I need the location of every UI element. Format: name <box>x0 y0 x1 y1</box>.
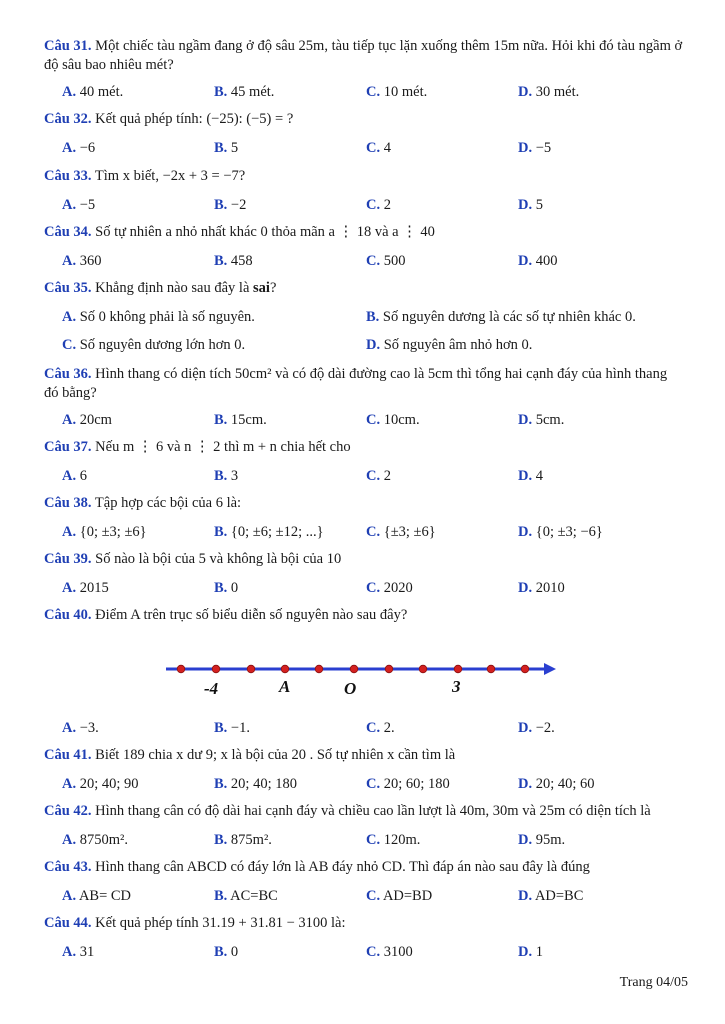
option-c[interactable]: C. 2 <box>366 468 391 484</box>
option-c[interactable]: C. 2 <box>366 197 391 213</box>
option-a[interactable]: A. 8750m². <box>62 832 128 848</box>
option-a[interactable]: A. 2015 <box>62 580 109 596</box>
tick-point <box>177 665 185 673</box>
option-a[interactable]: A. −5 <box>62 197 96 213</box>
question-33 <box>44 167 685 186</box>
option-d[interactable]: D. −5 <box>518 140 552 156</box>
option-c[interactable]: C. AD=BD <box>366 888 433 904</box>
question-text: Tập hợp các bội của 6 là: <box>94 495 242 511</box>
question-text: Kết quả phép tính 31.19 + 31.81 − 3100 là: <box>95 915 346 931</box>
option-c[interactable]: C. 10cm. <box>366 412 420 428</box>
label-three: 3 <box>452 677 461 696</box>
option-d[interactable]: D. 20; 40; 60 <box>518 776 595 792</box>
tick-point <box>212 665 220 673</box>
option-a[interactable]: A. −6 <box>62 140 96 156</box>
option-b[interactable]: B. 875m². <box>214 832 272 848</box>
option-b[interactable]: B. 458 <box>214 253 253 269</box>
option-a[interactable]: A. {0; ±3; ±6} <box>62 524 147 540</box>
option-c[interactable]: C. 500 <box>366 253 406 269</box>
question-43 <box>44 858 685 877</box>
option-b[interactable]: B. 20; 40; 180 <box>214 776 297 792</box>
question-number: Câu 31. <box>44 38 92 54</box>
option-a[interactable]: A. 360 <box>62 253 102 269</box>
option-c[interactable]: C. 10 mét. <box>366 84 428 100</box>
question-number: Câu 37. <box>44 439 92 455</box>
question-emphasis: sai <box>253 280 270 296</box>
tick-point <box>454 665 462 673</box>
option-d[interactable]: D. 5cm. <box>518 412 565 428</box>
options-row <box>0 138 725 158</box>
options-row <box>0 578 725 598</box>
option-c[interactable]: C. 2020 <box>366 580 413 596</box>
options-row <box>0 195 725 215</box>
option-b[interactable]: B. 45 mét. <box>214 84 275 100</box>
option-b[interactable]: B. 3 <box>214 468 239 484</box>
option-b[interactable]: B. 5 <box>214 140 239 156</box>
question-34 <box>44 223 685 242</box>
question-text: Tìm x biết, −2x + 3 = −7? <box>94 168 246 184</box>
tick-point <box>315 665 323 673</box>
option-b[interactable]: B. 15cm. <box>214 412 267 428</box>
question-number: Câu 40. <box>44 607 92 623</box>
question-text: Biết 189 chia x dư 9; x là bội của 20 . Số tự nhiên x cần tìm là <box>95 747 456 763</box>
question-35: Câu 35. Khẳng định nào sau đây là sai? <box>44 280 277 296</box>
question-44 <box>44 914 685 933</box>
option-b[interactable]: B. −1. <box>214 720 250 736</box>
option-c[interactable]: C. 4 <box>366 140 391 156</box>
tick-point <box>281 665 289 673</box>
option-b[interactable]: B. 0 <box>214 944 239 960</box>
question-text: Số nào là bội của 5 và không là bội của 10 <box>95 551 342 567</box>
option-c[interactable]: C. Số nguyên dương lớn hơn 0. <box>62 337 246 353</box>
option-c[interactable]: C. 2. <box>366 720 395 736</box>
question-text: Hình thang có diện tích 50cm² và có độ dài đường cao là 5cm thì tổng hai cạnh đáy của hình thang đó bằng? <box>44 366 668 401</box>
question-text: Hình thang cân ABCD có đáy lớn là AB đáy nhỏ CD. Thì đáp án nào sau đây là đúng <box>95 859 590 875</box>
option-b[interactable]: B. {0; ±6; ±12; ...} <box>214 524 324 540</box>
option-d[interactable]: D. 95m. <box>518 832 566 848</box>
options-row <box>0 82 725 102</box>
arrow-head-icon <box>544 663 556 675</box>
question-number: Câu 43. <box>44 859 92 875</box>
option-b[interactable]: B. 0 <box>214 580 239 596</box>
options-row <box>0 522 725 542</box>
option-d[interactable]: D. 30 mét. <box>518 84 580 100</box>
question-41 <box>44 746 685 765</box>
option-a[interactable]: A. Số 0 không phải là số nguyên. <box>62 309 255 325</box>
option-a[interactable]: A. 40 mét. <box>62 84 124 100</box>
label-origin: O <box>344 679 357 698</box>
option-a[interactable]: A. 20; 40; 90 <box>62 776 139 792</box>
options-row <box>0 830 725 850</box>
question-text: Hình thang cân có độ dài hai cạnh đáy và chiều cao lần lượt là 40m, 30m và 25m có diện tích là <box>95 803 651 819</box>
number-line-figure <box>160 655 570 700</box>
question-31 <box>44 37 685 75</box>
option-a[interactable]: A. 6 <box>62 468 87 484</box>
option-c[interactable]: C. 120m. <box>366 832 421 848</box>
tick-point <box>419 665 427 673</box>
question-number: Câu 36. <box>44 366 92 382</box>
page-number: Trang 04/05 <box>619 975 688 990</box>
question-number: Câu 33. <box>44 168 92 184</box>
question-number: Câu 44. <box>44 915 92 931</box>
question-text: Khẳng định nào sau đây là <box>95 280 254 296</box>
question-37 <box>44 438 685 457</box>
question-text: Kết quả phép tính: (−25): (−5) = ? <box>95 111 294 127</box>
options-row <box>0 886 725 906</box>
option-a[interactable]: A. 20cm <box>62 412 112 428</box>
option-d[interactable]: D. 2010 <box>518 580 565 596</box>
question-40 <box>44 606 685 625</box>
options-row <box>0 774 725 794</box>
question-39 <box>44 550 685 569</box>
options-row <box>0 466 725 486</box>
question-42 <box>44 802 685 821</box>
option-a[interactable]: A. 31 <box>62 944 95 960</box>
question-text: Số tự nhiên a nhỏ nhất khác 0 thỏa mãn a ⋮ 18 và a ⋮ 40 <box>95 224 435 240</box>
tick-point <box>487 665 495 673</box>
options-row <box>0 251 725 271</box>
label-point-a: A <box>279 677 291 696</box>
question-36 <box>44 365 685 403</box>
option-d[interactable]: D. 4 <box>518 468 543 484</box>
option-d[interactable]: D. −2. <box>518 720 555 736</box>
options-row <box>0 335 725 355</box>
options-row <box>0 942 725 962</box>
option-b[interactable]: B. −2 <box>214 197 247 213</box>
option-d[interactable]: D. AD=BC <box>518 888 584 904</box>
option-d[interactable]: D. 1 <box>518 944 543 960</box>
tick-point <box>247 665 255 673</box>
options-row <box>0 307 725 327</box>
option-b[interactable]: B. AC=BC <box>214 888 278 904</box>
tick-point <box>350 665 358 673</box>
option-c[interactable]: C. 20; 60; 180 <box>366 776 450 792</box>
question-number: Câu 39. <box>44 551 92 567</box>
options-row <box>0 410 725 430</box>
question-text: Một chiếc tàu ngầm đang ở độ sâu 25m, tàu tiếp tục lặn xuống thêm 15m nữa. Hỏi khi đó tàu ngầm ở độ sâu bao nhiêu mét? <box>44 38 683 73</box>
option-c[interactable]: C. 3100 <box>366 944 413 960</box>
question-38 <box>44 494 685 513</box>
option-b[interactable]: B. Số nguyên dương là các số tự nhiên khác 0. <box>366 309 636 325</box>
question-number: Câu 38. <box>44 495 92 511</box>
question-number: Câu 42. <box>44 803 92 819</box>
question-number: Câu 34. <box>44 224 92 240</box>
tick-point <box>385 665 393 673</box>
tick-point <box>521 665 529 673</box>
option-d[interactable]: D. 400 <box>518 253 558 269</box>
options-row <box>0 718 725 738</box>
label-minus-4: -4 <box>204 679 219 698</box>
option-a[interactable]: A. −3. <box>62 720 99 736</box>
question-text: Điểm A trên trục số biểu diễn số nguyên nào sau đây? <box>95 607 408 623</box>
option-d[interactable]: D. 5 <box>518 197 543 213</box>
question-32 <box>44 110 685 129</box>
option-d[interactable]: D. {0; ±3; −6} <box>518 524 603 540</box>
question-number: Câu 32. <box>44 111 92 127</box>
option-d[interactable]: D. Số nguyên âm nhỏ hơn 0. <box>366 337 533 353</box>
question-text: Nếu m ⋮ 6 và n ⋮ 2 thì m + n chia hết cho <box>95 439 351 455</box>
question-number: Câu 41. <box>44 747 92 763</box>
question-number: Câu 35. <box>44 280 92 296</box>
option-a[interactable]: A. AB= CD <box>62 888 132 904</box>
option-c[interactable]: C. {±3; ±6} <box>366 524 436 540</box>
